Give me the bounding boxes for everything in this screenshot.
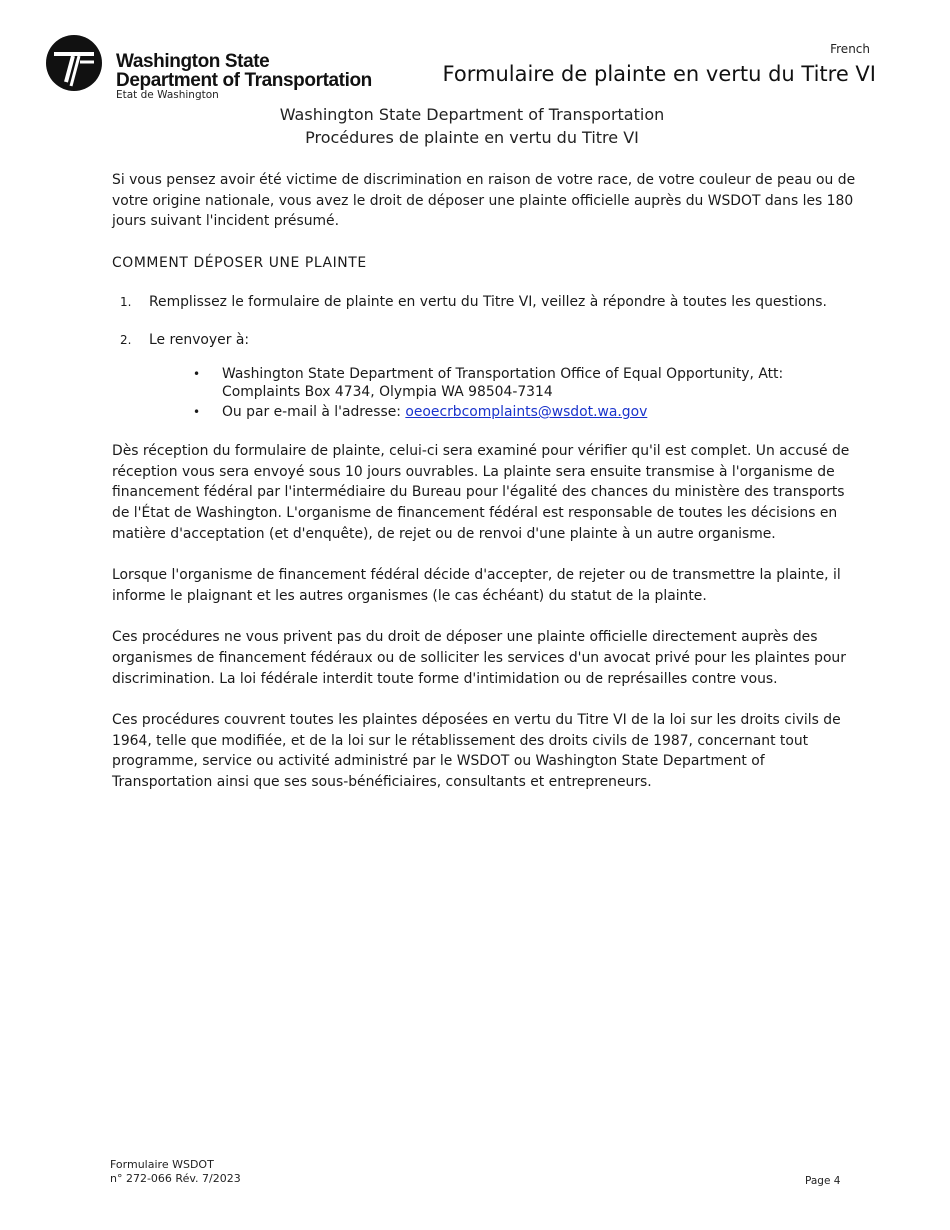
steps-list: [112, 292, 862, 351]
heading-line2: Procédures de plainte en vertu du Titre VI: [305, 128, 639, 147]
logo-subtitle: Etat de Washington: [116, 89, 219, 101]
heading-line1: Washington State Department of Transportation: [279, 105, 665, 124]
email-link[interactable]: oeoecrbcomplaints@wsdot.wa.gov: [405, 403, 648, 420]
footer-form-info: [110, 1158, 241, 1186]
bullet-icon: •: [193, 404, 201, 419]
language-label: French: [830, 42, 870, 56]
paragraph: Lorsque l'organisme de financement fédéral décide d'accepter, de rejeter ou de transmettre la plainte, il informe le plaignant et les autres organismes (le cas échéant) du statut de la plainte.: [112, 567, 841, 604]
list-item: [185, 403, 865, 421]
procedure-paragraphs: [112, 441, 862, 793]
step-text: Remplissez le formulaire de plainte en vertu du Titre VI, veillez à répondre à toutes les questions.: [149, 293, 827, 310]
page-number: Page 4: [805, 1175, 841, 1187]
form-title: Formulaire de plainte en vertu du Titre VI: [442, 62, 876, 86]
step-text: Le renvoyer à:: [149, 332, 250, 349]
email-prefix: Ou par e-mail à l'adresse:: [222, 403, 406, 420]
mailing-address: Washington State Department of Transportation Office of Equal Opportunity, Att: Complaints Box 4734, Olympia WA 98504-7314: [222, 365, 784, 400]
footer-form-number: n° 272-066 Rév. 7/2023: [110, 1172, 241, 1185]
intro-paragraph: Si vous pensez avoir été victime de discrimination en raison de votre race, de votre couleur de peau ou de votre origine nationale, vous avez le droit de déposer une plainte officielle auprès du WSDOT dans les 180 jours suivant l'incident présumé.: [112, 172, 856, 230]
how-to-heading: COMMENT DÉPOSER UNE PLAINTE: [112, 254, 367, 271]
wsdot-logo-icon: [46, 35, 102, 91]
document-body: [112, 170, 862, 814]
logo-line2: Department of Transportation: [116, 70, 372, 91]
footer-form-label: Formulaire WSDOT: [110, 1158, 214, 1171]
step-number: 2.: [120, 333, 132, 348]
logo-line1: Washington State: [116, 51, 270, 72]
step-item: [112, 330, 862, 351]
bullet-icon: •: [193, 366, 201, 381]
paragraph: Dès réception du formulaire de plainte, celui-ci sera examiné pour vérifier qu'il est complet. Un accusé de réception vous sera envoyé sous 10 jours ouvrables. La plainte sera ensuite transmise à l'organisme de financement fédéral par l'intermédiaire du Bureau pour l'égalité des chances du ministère des transports de l'État de Washington. L'organisme de financement fédéral est responsable de toutes les décisions en matière d'acceptation (et d'enquête), de rejet ou de renvoi d'une plainte à un autre organisme.: [112, 442, 850, 542]
step-item: [112, 292, 862, 313]
list-item: [185, 365, 865, 401]
paragraph: Ces procédures couvrent toutes les plaintes déposées en vertu du Titre VI de la loi sur les droits civils de 1964, telle que modifiée, et de la loi sur le rétablissement des droits civils de 1987, concernant tout programme, service ou activité administré par le WSDOT ou Washington State Department of Transportation ainsi que ses sous-bénéficiaires, consultants et entrepreneurs.: [112, 712, 841, 791]
return-options-list: [185, 365, 865, 421]
logo-wordmark: [116, 52, 372, 90]
step-number: 1.: [120, 294, 132, 309]
paragraph: Ces procédures ne vous privent pas du droit de déposer une plainte officielle directement auprès des organismes de financement fédéraux ou de solliciter les services d'un avocat privé pour les plaintes pour discrimination. La loi fédérale interdit toute forme d'intimidation ou de représailles contre vous.: [112, 629, 846, 687]
